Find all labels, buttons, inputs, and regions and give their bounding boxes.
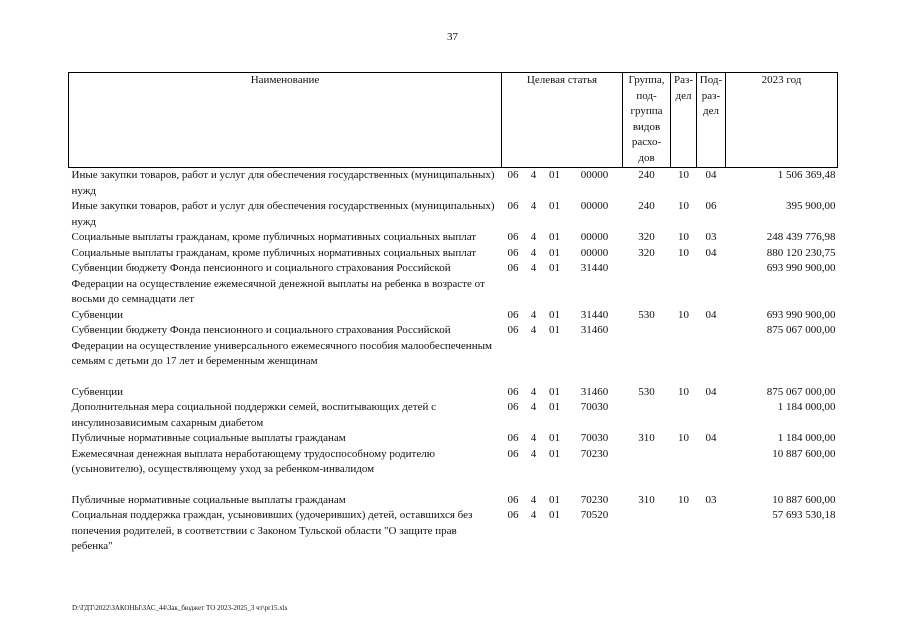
row-code-direction: 00000 — [580, 200, 609, 212]
row-name: Субвенции — [71, 385, 124, 398]
row-code-structural: 01 — [549, 493, 560, 506]
table-row — [69, 493, 838, 509]
row-subsection: 04 — [705, 308, 717, 321]
row-subsection: 04 — [705, 432, 717, 444]
row-expense-group — [623, 261, 671, 308]
header-target-article: Целевая статья — [502, 73, 623, 168]
row-expense-group: 320 — [638, 246, 655, 259]
table-header-row — [69, 73, 838, 168]
row-name: Социальные выплаты гражданам, кроме публичных нормативных социальных выплат — [71, 246, 477, 259]
row-expense-group: 310 — [638, 493, 655, 506]
row-code-direction: 31440 — [580, 308, 609, 321]
row-subsection — [697, 447, 726, 478]
row-code-subprogram: 4 — [530, 509, 537, 521]
row-section: 10 — [678, 169, 689, 181]
row-amount: 693 990 900,00 — [766, 308, 836, 321]
row-code-structural: 01 — [549, 308, 560, 321]
row-expense-group — [623, 400, 671, 431]
row-section — [671, 400, 697, 431]
table-row — [69, 323, 838, 370]
row-code-program: 06 — [507, 200, 519, 212]
row-code-direction: 70030 — [580, 401, 609, 413]
row-name: Публичные нормативные социальные выплаты гражданам — [71, 493, 346, 506]
row-code-subprogram: 4 — [530, 262, 537, 274]
row-subsection: 04 — [705, 385, 717, 398]
file-path: D:\ГДТ\2022\ЗАКОНЫ\ЗАС_44\Зак_бюджет ТО 2023-2025_3 чт\pr15.xls — [72, 604, 288, 612]
row-code-structural: 01 — [549, 385, 560, 398]
row-name: Социальные выплаты гражданам, кроме публичных нормативных социальных выплат — [71, 231, 477, 243]
row-code-program: 06 — [507, 262, 519, 274]
row-code-structural: 01 — [549, 401, 560, 413]
row-amount: 57 693 530,18 — [772, 509, 836, 521]
row-amount: 10 887 600,00 — [772, 447, 836, 460]
row-expense-group: 320 — [638, 231, 655, 243]
table-row — [69, 385, 838, 401]
row-code-program: 06 — [507, 308, 519, 321]
table-row — [69, 168, 838, 200]
row-subsection: 04 — [705, 169, 717, 181]
row-code-direction: 31440 — [580, 262, 609, 274]
row-code-direction: 70230 — [580, 493, 609, 506]
row-amount: 248 439 776,98 — [766, 231, 836, 243]
row-code-program: 06 — [507, 432, 519, 444]
row-code-program: 06 — [507, 401, 519, 413]
row-code-direction: 31460 — [580, 385, 609, 398]
header-name: Наименование — [69, 73, 502, 168]
row-code-structural: 01 — [549, 246, 560, 259]
row-section — [671, 447, 697, 478]
row-code-subprogram: 4 — [530, 231, 537, 243]
row-code-program: 06 — [507, 246, 519, 259]
row-code-structural: 01 — [549, 509, 560, 521]
row-code-subprogram: 4 — [530, 401, 537, 413]
row-expense-group: 240 — [638, 169, 655, 181]
row-amount: 1 506 369,48 — [777, 169, 836, 181]
row-name: Иные закупки товаров, работ и услуг для обеспечения государственных (муниципальных) нужд — [71, 200, 495, 228]
page-number: 37 — [447, 31, 458, 43]
row-code-direction: 00000 — [580, 246, 609, 259]
row-code-program: 06 — [507, 231, 519, 243]
row-code-structural: 01 — [549, 447, 560, 460]
row-code-subprogram: 4 — [530, 432, 537, 444]
table-row — [69, 261, 838, 308]
row-section: 10 — [678, 432, 689, 444]
row-code-program: 06 — [507, 493, 519, 506]
row-code-direction: 70230 — [580, 447, 609, 460]
row-expense-group — [623, 447, 671, 478]
row-subsection — [697, 323, 726, 370]
row-subsection — [697, 261, 726, 308]
row-name: Социальная поддержка граждан, усыновивших (удочеривших) детей, оставшихся без попечения родителей, в соответствии с Законом Тульской области "О защите прав ребенка" — [71, 509, 473, 552]
row-amount: 875 067 000,00 — [766, 385, 836, 398]
row-amount: 1 184 000,00 — [777, 401, 836, 413]
header-expense-group: Группа, под-группа видов расхо-дов — [623, 73, 671, 168]
row-code-structural: 01 — [549, 169, 560, 181]
row-amount: 395 900,00 — [786, 200, 836, 212]
row-code-program: 06 — [507, 385, 519, 398]
row-code-program: 06 — [507, 447, 519, 460]
row-name: Субвенции бюджету Фонда пенсионного и социального страхования Российской Федерации на осуществление ежемесячной денежной выплаты на ребенка в возрасте от восьми до семнадцати лет — [71, 262, 485, 305]
row-section: 10 — [678, 493, 689, 506]
row-subsection: 03 — [705, 231, 717, 243]
row-code-subprogram: 4 — [530, 308, 537, 321]
budget-table — [68, 72, 838, 555]
header-subsection: Под-раз-дел — [697, 73, 726, 168]
row-code-structural: 01 — [549, 231, 560, 243]
row-expense-group — [623, 508, 671, 555]
table-row — [69, 246, 838, 262]
row-name: Субвенции бюджету Фонда пенсионного и социального страхования Российской Федерации на осуществление универсального ежемесячного пособия малообеспеченным семьям с детьми до 17 лет и беременным женщинам — [71, 324, 492, 367]
row-code-direction: 31460 — [580, 324, 609, 336]
row-code-direction: 70520 — [580, 509, 609, 521]
table-row — [69, 431, 838, 447]
row-code-structural: 01 — [549, 324, 560, 336]
row-section: 10 — [678, 200, 689, 212]
table-row — [69, 447, 838, 478]
row-code-structural: 01 — [549, 262, 560, 274]
row-expense-group — [623, 323, 671, 370]
table-row — [69, 400, 838, 431]
row-expense-group: 310 — [638, 432, 655, 444]
row-name: Дополнительная мера социальной поддержки семей, воспитывающих детей с инсулинозависимым сахарным диабетом — [71, 401, 436, 429]
table-row — [69, 230, 838, 246]
row-amount: 880 120 230,75 — [766, 246, 836, 259]
row-subsection — [697, 508, 726, 555]
row-amount: 10 887 600,00 — [772, 493, 836, 506]
row-name: Субвенции — [71, 308, 124, 321]
row-code-structural: 01 — [549, 200, 560, 212]
row-section: 10 — [678, 385, 689, 398]
row-section — [671, 508, 697, 555]
row-section — [671, 323, 697, 370]
header-year: 2023 год — [726, 73, 838, 168]
row-section: 10 — [678, 231, 689, 243]
row-name: Ежемесячная денежная выплата неработающему трудоспособному родителю (усыновителю), осуществляющему уход за ребенком-инвалидом — [71, 447, 435, 475]
row-code-subprogram: 4 — [530, 324, 537, 336]
table-row — [69, 308, 838, 324]
row-code-subprogram: 4 — [530, 169, 537, 181]
row-amount: 1 184 000,00 — [777, 432, 836, 444]
row-code-subprogram: 4 — [530, 493, 537, 506]
row-subsection: 06 — [705, 200, 717, 212]
row-name: Иные закупки товаров, работ и услуг для обеспечения государственных (муниципальных) нужд — [71, 169, 495, 197]
row-code-program: 06 — [507, 169, 519, 181]
row-code-subprogram: 4 — [530, 447, 537, 460]
row-code-program: 06 — [507, 509, 519, 521]
table-row — [69, 199, 838, 230]
row-code-direction: 00000 — [580, 169, 609, 181]
row-expense-group: 240 — [638, 200, 655, 212]
row-name: Публичные нормативные социальные выплаты гражданам — [71, 432, 346, 444]
row-amount: 875 067 000,00 — [766, 324, 836, 336]
row-subsection — [697, 400, 726, 431]
row-code-subprogram: 4 — [530, 385, 537, 398]
row-section — [671, 261, 697, 308]
row-expense-group: 530 — [638, 308, 655, 321]
row-code-subprogram: 4 — [530, 246, 537, 259]
row-code-structural: 01 — [549, 432, 560, 444]
row-code-direction: 70030 — [580, 432, 609, 444]
row-section: 10 — [678, 246, 689, 259]
row-expense-group: 530 — [638, 385, 655, 398]
row-section: 10 — [678, 308, 689, 321]
row-subsection: 04 — [705, 246, 717, 259]
header-section: Раз-дел — [671, 73, 697, 168]
row-amount: 693 990 900,00 — [766, 262, 836, 274]
table-row — [69, 508, 838, 555]
row-spacer — [69, 478, 838, 493]
row-subsection: 03 — [705, 493, 717, 506]
row-code-subprogram: 4 — [530, 200, 537, 212]
row-spacer — [69, 370, 838, 385]
row-code-program: 06 — [507, 324, 519, 336]
row-code-direction: 00000 — [580, 231, 609, 243]
